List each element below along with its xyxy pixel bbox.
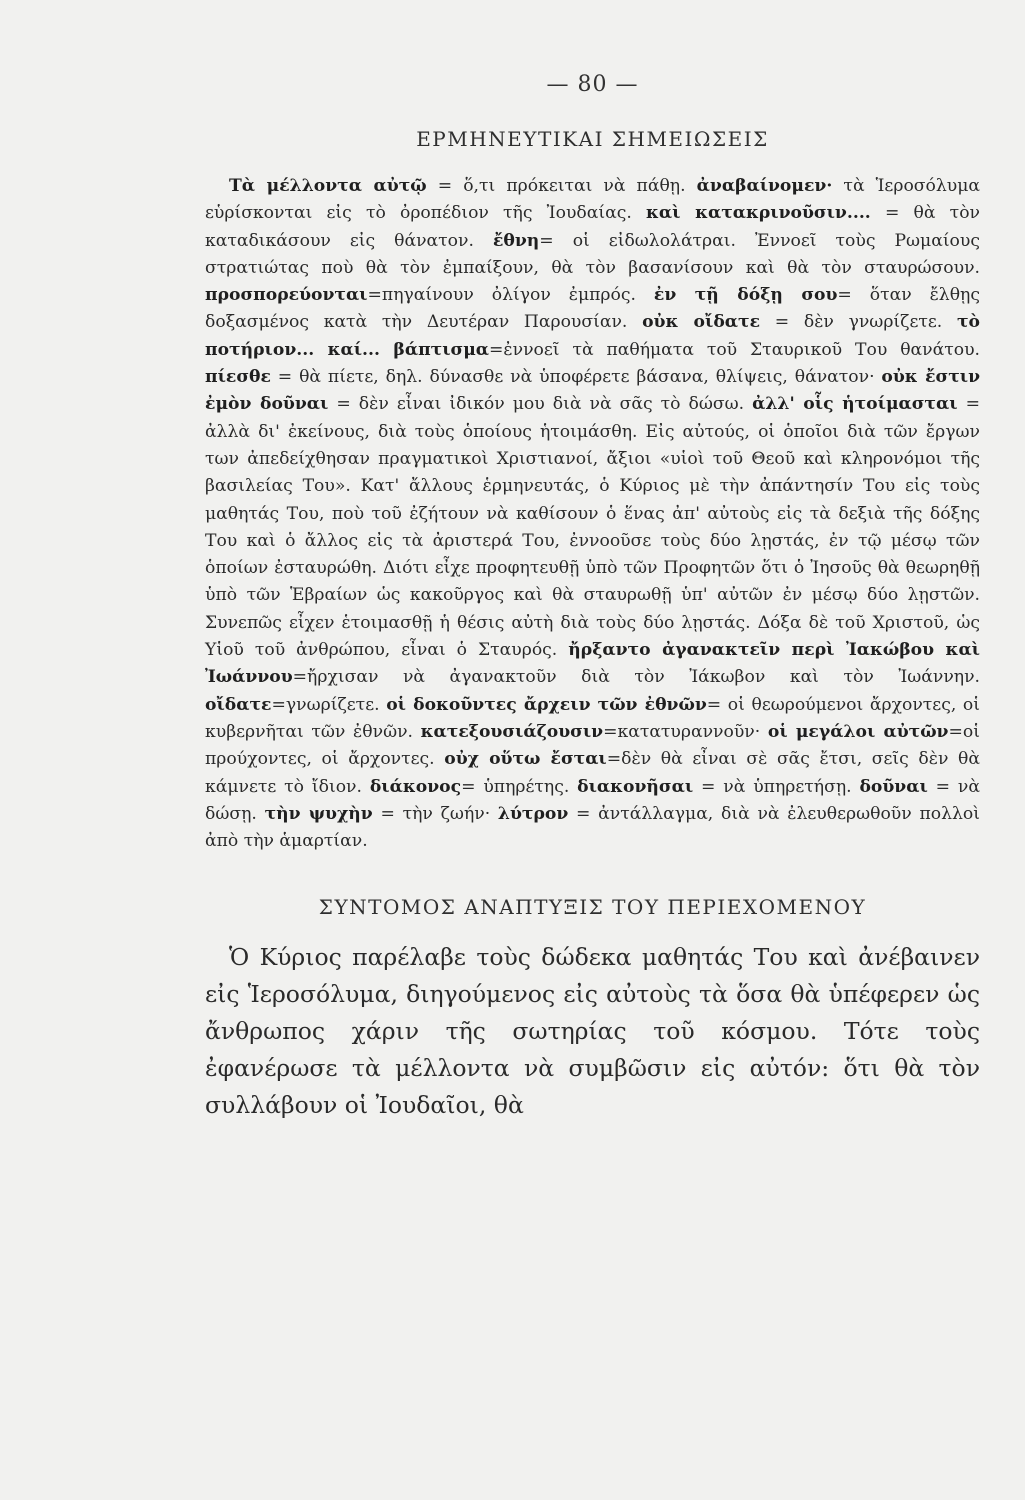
note-explanation: τὰ Ἱεροσόλυμα εὑρίσκονται εἰς τὸ ὀροπέδιον τῆς Ἰουδαίας. bbox=[205, 176, 980, 224]
note-explanation: =πηγαίνουν ὀλίγον ἐμπρός. bbox=[367, 285, 654, 306]
note-explanation: =οἱ προύχοντες, οἱ ἄρχοντες. bbox=[205, 721, 980, 770]
note-explanation: =κατατυραννοῦν· bbox=[603, 721, 768, 742]
note-term: τὸ ποτήριον... καί... βάπτισμα bbox=[205, 312, 980, 360]
note-term: Τὰ μέλλοντα αὐτῷ bbox=[229, 176, 427, 196]
summary-heading: ΣΥΝΤΟΜΟΣ ΑΝΑΠΤΥΞΙΣ ΤΟΥ ΠΕΡΙΕΧΟΜΕΝΟΥ bbox=[318, 895, 867, 920]
note-explanation: =δὲν θὰ εἶναι σὲ σᾶς ἔτσι, σεῖς δὲν θὰ κάμνετε τὸ ἴδιον. bbox=[205, 749, 980, 797]
note-term: διάκονος bbox=[369, 776, 462, 797]
book-page bbox=[205, 72, 980, 1124]
note-term: ἀναβαίνομεν· bbox=[696, 176, 833, 196]
note-term: προσπορεύονται bbox=[205, 285, 368, 306]
notes-heading: ΕΡΜΗΝΕΥΤΙΚΑΙ ΣΗΜΕΙΩΣΕΙΣ bbox=[416, 127, 769, 151]
note-explanation: = οἱ θεωρούμενοι ἄρχοντες, οἱ κυβερνῆται τῶν ἐθνῶν. bbox=[205, 694, 980, 742]
note-term: οὐκ οἴδατε bbox=[642, 312, 761, 333]
note-term: οὐκ ἔστιν ἐμὸν δοῦναι bbox=[205, 367, 980, 415]
note-explanation: = ἀντάλλαγμα, διὰ νὰ ἐλευθερωθοῦν πολλοὶ ἀπὸ τὴν ἁμαρτίαν. bbox=[205, 803, 980, 852]
note-explanation: =ἤρχισαν νὰ ἀγανακτοῦν διὰ τὸν Ἰάκωβον καὶ τὸν Ἰωάννην. bbox=[292, 667, 980, 688]
notes-paragraph bbox=[205, 173, 980, 855]
note-explanation: =ἐννοεῖ τὰ παθήματα τοῦ Σταυρικοῦ Του θανάτου. bbox=[489, 339, 980, 360]
note-explanation: = ὑπηρέτης. bbox=[461, 776, 578, 797]
note-explanation: = θὰ πίετε, δηλ. δύνασθε νὰ ὑποφέρετε βάσανα, θλίψεις, θάνατον· bbox=[270, 367, 882, 388]
note-term: καὶ κατακρινοῦσιν.... bbox=[645, 203, 871, 224]
note-explanation: = τὴν ζωήν· bbox=[372, 803, 498, 824]
note-term: κατεξουσιάζουσιν bbox=[420, 721, 604, 742]
note-term: ἤρξαντο ἀγανακτεῖν περὶ Ἰακώβου καὶ Ἰωάννου bbox=[205, 640, 980, 688]
note-term: λύτρον bbox=[497, 803, 569, 824]
note-explanation: = δὲν γνωρίζετε. bbox=[760, 312, 957, 333]
note-term: ἔθνη bbox=[492, 230, 540, 251]
note-term: οἴδατε bbox=[205, 694, 272, 715]
note-term: δοῦναι bbox=[859, 776, 928, 797]
note-term: τὴν ψυχὴν bbox=[264, 803, 373, 824]
note-term: ἀλλ' οἷς ἡτοίμασται bbox=[752, 394, 958, 415]
page-number: — 80 — bbox=[546, 72, 639, 97]
note-explanation: = νὰ δώσῃ. bbox=[205, 776, 980, 824]
note-explanation: = ὅταν ἔλθῃς δοξασμένος κατὰ τὴν Δευτέραν Παρουσίαν. bbox=[205, 285, 980, 333]
note-term: οἱ μεγάλοι αὐτῶν bbox=[767, 721, 949, 742]
note-explanation: = ἀλλὰ δι' ἐκείνους, διὰ τοὺς ὁποίους ἡτοιμάσθη. Εἰς αὐτούς, οἱ ὁποῖοι διὰ τῶν ἔργων των ἀπεδείχθησαν πραγματικοὶ Χριστιανοί, ἄξιοι «υἱοὶ τοῦ Θεοῦ καὶ κληρονόμοι τῆς βασιλείας Του». Κατ' ἄλλους ἑρμηνευτάς, ὁ Κύριος μὲ τὴν ἀπάντησίν Του εἰς τοὺς μαθητάς Του, ποὺ τοῦ ἐζήτουν νὰ καθίσουν ὁ ἕνας ἀπ' αὐτοὺς εἰς τὰ δεξιὰ τῆς δόξης Του καὶ ὁ ἄλλος εἰς τὰ ἀριστερά Του, ἐννοοῦσε τοὺς δύο λῃστάς, ἐν τῷ μέσῳ τῶν ὁποίων ἐσταυρώθη. Διότι εἶχε προφητευθῇ ὑπὸ τῶν Προφητῶν ὅτι ὁ Ἰησοῦς θὰ θεωρηθῇ ὑπὸ τῶν Ἑβραίων ὡς κακοῦργος καὶ θὰ σταυρωθῇ ὑπ' αὐτῶν ἐν μέσῳ δύο λῃστῶν. Συνεπῶς εἶχεν ἑτοιμασθῇ ἡ θέσις αὐτὴ διὰ τοὺς δύο λῃστάς. Δόξα δὲ τοῦ Χριστοῦ, ὡς Υἱοῦ τοῦ ἀνθρώπου, εἶναι ὁ Σταυρός. bbox=[205, 394, 980, 661]
note-explanation: = ὅ,τι πρόκειται νὰ πάθῃ. bbox=[426, 176, 697, 196]
note-term: οἱ δοκοῦντες ἄρχειν τῶν ἐθνῶν bbox=[386, 694, 707, 715]
note-explanation: =γνωρίζετε. bbox=[271, 694, 387, 715]
note-explanation: = οἱ εἰδωλολάτραι. Ἐννοεῖ τοὺς Ρωμαίους στρατιώτας ποὺ θὰ τὸν ἐμπαίξουν, θὰ τὸν βασανίσουν καὶ θὰ τὸν σταυρώσουν. bbox=[205, 230, 980, 278]
note-term: πίεσθε bbox=[205, 367, 271, 388]
note-explanation: = θὰ τὸν καταδικάσουν εἰς θάνατον. bbox=[205, 203, 980, 251]
note-term: διακονῆσαι bbox=[577, 776, 694, 797]
note-term: οὐχ οὕτω ἔσται bbox=[444, 749, 607, 770]
summary-paragraph: Ὁ Κύριος παρέλαβε τοὺς δώδεκα μαθητάς Του καὶ ἀνέβαινεν εἰς Ἱεροσόλυμα, διηγούμενος εἰς αὐτοὺς τὰ ὅσα θὰ ὑπέφερεν ὡς ἄνθρωπος χάριν τῆς σωτηρίας τοῦ κόσμου. Τότε τοὺς ἐφανέρωσε τὰ μέλλοντα νὰ συμβῶσιν εἰς αὐτόν: ὅτι θὰ τὸν συλλάβουν οἱ Ἰουδαῖοι, θὰ bbox=[205, 943, 980, 1120]
note-explanation: = δὲν εἶναι ἰδικόν μου διὰ νὰ σᾶς τὸ δώσω. bbox=[328, 394, 753, 415]
note-term: ἐν τῇ δόξῃ σου bbox=[653, 285, 838, 306]
note-explanation: = νὰ ὑπηρετήσῃ. bbox=[693, 776, 860, 797]
